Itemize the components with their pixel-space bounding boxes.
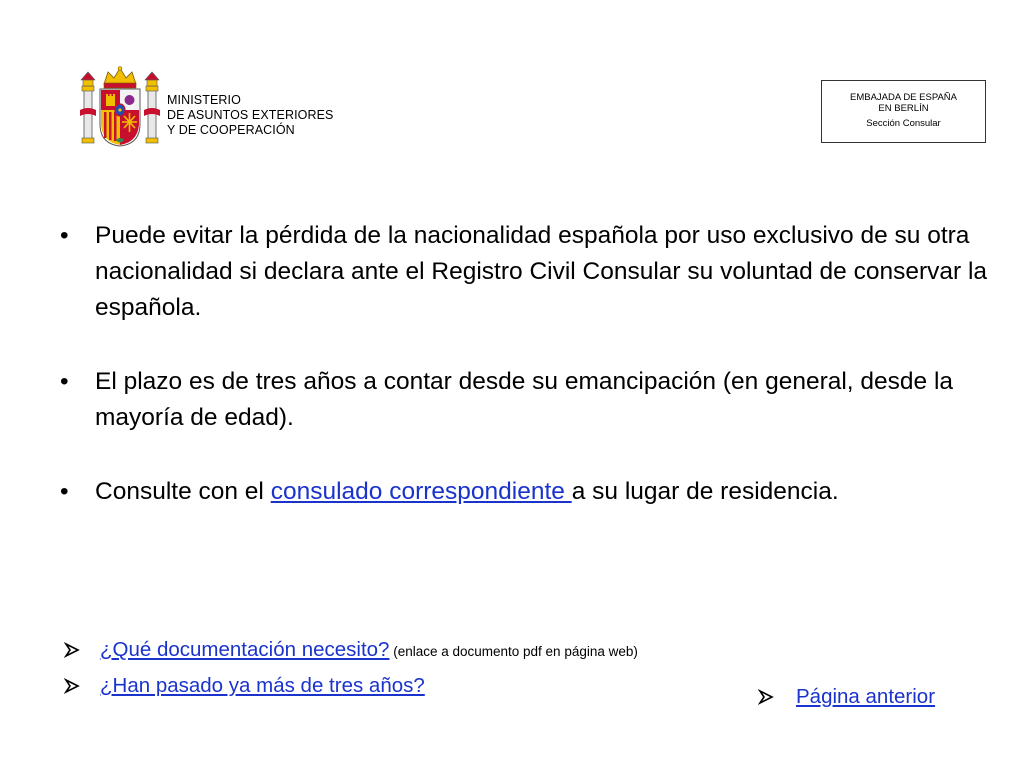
coat-of-arms-icon	[80, 66, 160, 148]
bullet-deadline-text: El plazo es de tres años a contar desde su emancipación (en general, desde la mayoría de edad).	[95, 368, 954, 431]
embassy-box	[821, 80, 986, 143]
consulate-link[interactable]: consulado correspondiente	[270, 478, 572, 505]
info-bullet-list	[60, 218, 1000, 510]
ministry-line-2: DE ASUNTOS EXTERIORES	[167, 108, 334, 122]
documentation-item	[64, 633, 638, 669]
documentation-link[interactable]: ¿Qué documentación necesito?	[100, 638, 390, 661]
ministry-line-3: Y DE COOPERACIÓN	[167, 123, 295, 137]
arrowhead-bullet-icon	[758, 689, 774, 705]
three-years-item	[64, 669, 638, 703]
previous-page-link[interactable]: Página anterior	[796, 685, 936, 708]
bullet-consult-prefix: Consulte con el	[95, 478, 271, 505]
ministry-line-1: MINISTERIO	[167, 93, 241, 107]
three-years-link[interactable]: ¿Han pasado ya más de tres años?	[100, 674, 425, 697]
arrowhead-bullet-icon	[64, 642, 80, 658]
bullet-deadline	[60, 364, 1000, 436]
embassy-line-1: EMBAJADA DE ESPAÑA	[850, 92, 957, 103]
embassy-line-2: EN BERLÍN	[878, 103, 929, 114]
bullet-consult-suffix: a su lugar de residencia.	[571, 478, 839, 505]
bullet-avoid-loss	[60, 218, 1000, 326]
ministry-name	[167, 93, 334, 138]
arrowhead-bullet-icon	[64, 678, 80, 694]
bullet-avoid-loss-text: Puede evitar la pérdida de la nacionalidad española por uso exclusivo de su otra nacionalidad si declara ante el Registro Civil Consular su voluntad de conservar la española.	[95, 222, 988, 321]
previous-page-item	[758, 680, 935, 714]
embassy-section: Sección Consular	[866, 118, 941, 129]
documentation-note: (enlace a documento pdf en página web)	[389, 644, 638, 659]
action-link-list	[64, 633, 638, 703]
bullet-consult	[60, 474, 1000, 510]
